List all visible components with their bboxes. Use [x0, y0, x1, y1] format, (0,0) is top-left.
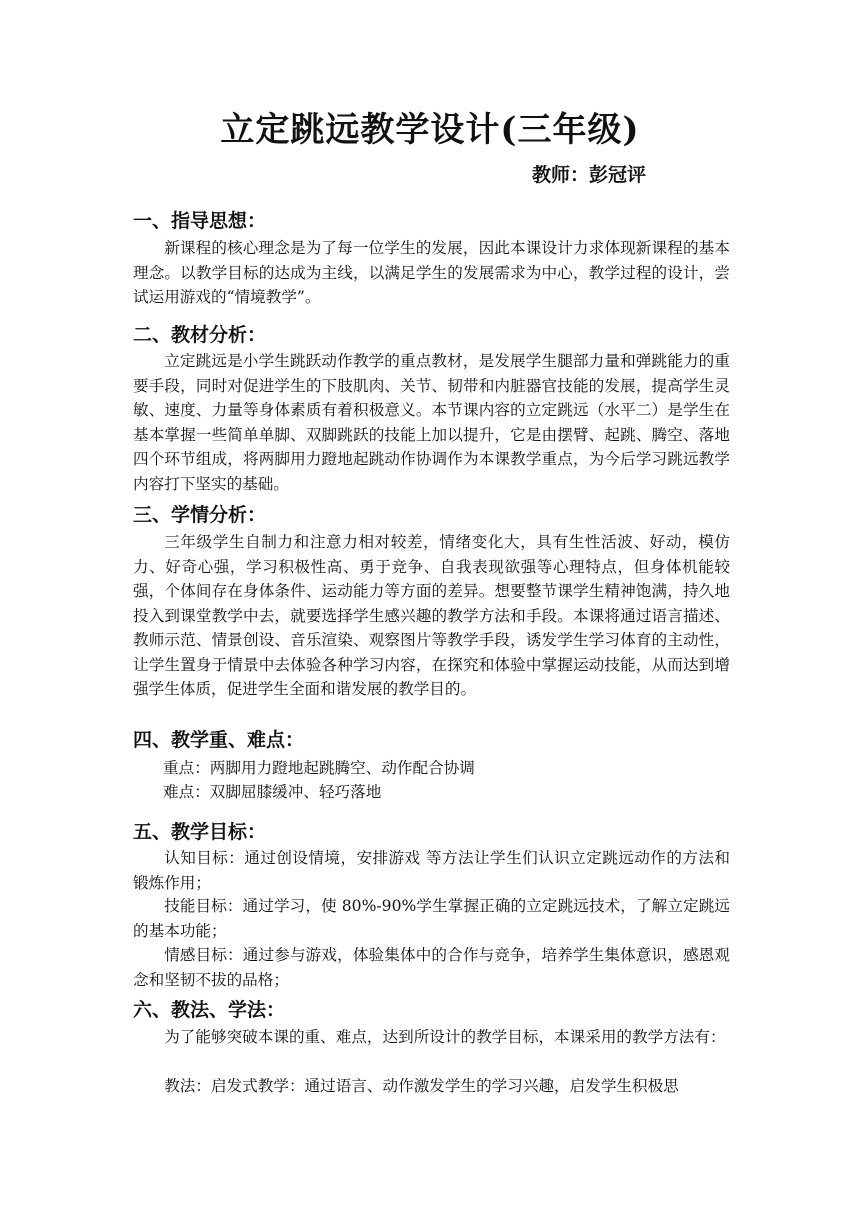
paragraph-student-analysis: 三年级学生自制力和注意力相对较差，情绪变化大，具有生性活波、好动，模仿力、好奇心强，学习积极性高、勇于竞争、自我表现欲强等心理特点，但身体机能较强，个体间存在身体条件、运动能力等方面的差异。想要整节课学生精神饱满，持久地投入到课堂教学中去，就要选择学生感兴趣的教学方法和手段。本课将通过语言描述、教师示范、情景创设、音乐渲染、观察图片等教学手段，诱发学生学习体育的主动性，让学生置身于情景中去体验各种学习内容，在探究和体验中掌握运动技能，从而达到增强学生体质，促进学生全面和谐发展的教学目的。 [133, 533, 730, 698]
paragraph-methods-intro: 为了能够突破本课的重、难点，达到所设计的教学目标，本课采用的教学方法有： [164, 1028, 726, 1046]
difficult-point-line: 难点：双脚屈膝缓冲、轻巧落地 [163, 783, 382, 801]
document-title: 立定跳远教学设计(三年级) [220, 110, 640, 150]
paragraph-guiding-ideas: 新课程的核心理念是为了每一位学生的发展，因此本课设计力求体现新课程的基本理念。以教学目标的达成为主线，以满足学生的发展需求为中心，教学过程的设计，尝试运用游戏的“情境教学”。 [133, 239, 730, 306]
section-heading-key-points: 四、教学重、难点： [133, 729, 305, 751]
teacher-name: 教师：彭冠评 [532, 164, 647, 186]
key-point-line: 重点：两脚用力蹬地起跳腾空、动作配合协调 [163, 759, 475, 777]
section-heading-guiding-ideas: 一、指导思想： [133, 210, 267, 232]
section-heading-material-analysis: 二、教材分析： [133, 324, 267, 346]
paragraph-material-analysis: 立定跳远是小学生跳跃动作教学的重点教材，是发展学生腿部力量和弹跳能力的重要手段，同时对促进学生的下肢肌肉、关节、韧带和内脏器官技能的发展，提高学生灵敏、速度、力量等身体素质有着积极意义。本节课内容的立定跳远（水平二）是学生在基本掌握一些简单单脚、双脚跳跃的技能上加以提升，它是由摆臂、起跳、腾空、落地四个环节组成，将两脚用力蹬地起跳动作协调作为本课教学重点，为今后学习跳远教学内容打下坚实的基础。 [133, 352, 730, 493]
section-heading-teaching-goals: 五、教学目标： [133, 821, 267, 843]
paragraph-skill-goal: 技能目标：通过学习，使 80%-90%学生掌握正确的立定跳远技术，了解立定跳远的基本功能； [133, 897, 730, 940]
section-heading-teaching-methods: 六、教法、学法： [133, 999, 286, 1021]
paragraph-emotional-goal: 情感目标：通过参与游戏，体验集体中的合作与竞争，培养学生集体意识，感恩观念和坚韧不拔的品格； [133, 946, 730, 989]
paragraph-teaching-method: 教法：启发式教学：通过语言、动作激发学生的学习兴趣，启发学生积极思 [164, 1077, 679, 1095]
paragraph-cognitive-goal: 认知目标：通过创设情境，安排游戏 等方法让学生们认识立定跳远动作的方法和锻炼作用； [133, 849, 730, 892]
section-heading-student-analysis: 三、学情分析： [133, 504, 267, 526]
